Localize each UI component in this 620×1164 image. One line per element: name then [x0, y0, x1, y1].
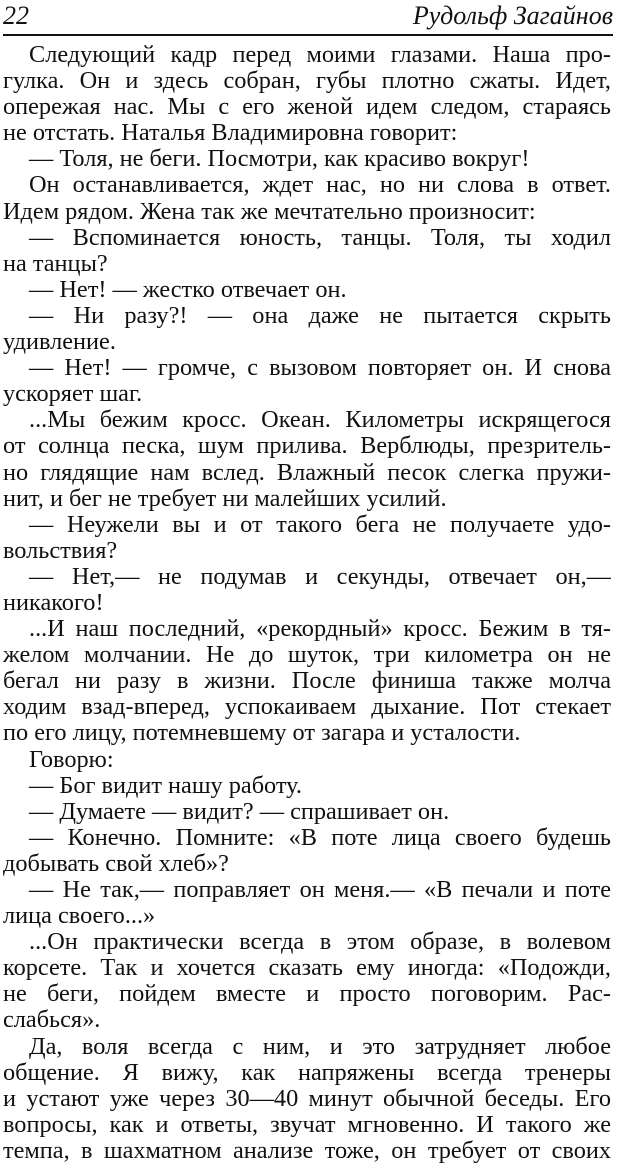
text-line: желом молчании. Не до шуток, три километра он не [3, 642, 611, 669]
text-line: на танцы? [3, 250, 108, 277]
text-line: вольствия? [3, 537, 118, 564]
text-line: добывать свой хлеб»? [3, 850, 229, 877]
text-line: нит, и бег не требует ни малейших усилий. [3, 485, 447, 512]
text-line: от солнца песка, шум прилива. Верблюды, презритель- [3, 433, 611, 460]
text-line: но глядящие нам вслед. Влажный песок слегка пружи- [3, 459, 611, 486]
text-line: ускоряет шаг. [3, 381, 143, 408]
text-line: — Вспоминается юность, танцы. Толя, ты ходил [29, 224, 611, 251]
text-line: вопросы, как и ответы, звучат мгновенно. И такого же [3, 1111, 611, 1138]
text-line: — Нет! — громче, с вызовом повторяет он. И снова [29, 355, 611, 382]
text-line: лица своего...» [3, 903, 156, 930]
text-line: Да, воля всегда с ним, и это затрудняет любое [29, 1033, 611, 1060]
text-line: не отстать. Наталья Владимировна говорит: [3, 120, 458, 147]
text-line: не беги, пойдем вместе и просто поговорим. Рас- [3, 981, 611, 1008]
text-line: ...Мы бежим кросс. Океан. Километры искрящегося [29, 407, 611, 434]
body-text [3, 42, 611, 1164]
text-line: Говорю: [29, 746, 114, 773]
text-line: — Думаете — видит? — спрашивает он. [29, 798, 450, 825]
text-line: — Бог видит нашу работу. [29, 772, 302, 799]
text-line: — Ни разу?! — она даже не пытается скрыть [29, 302, 611, 329]
text-line: — Толя, не беги. Посмотри, как красиво вокруг! [29, 146, 530, 173]
text-line: опережая нас. Мы с его женой идем следом, стараясь [3, 94, 611, 121]
text-line: гулка. Он и здесь собран, губы плотно сжаты. Идет, [3, 68, 611, 95]
text-line: Идем рядом. Жена так же мечтательно произносит: [3, 198, 536, 225]
text-line: — Конечно. Помните: «В поте лица своего будешь [29, 824, 611, 851]
text-line: бегал ни разу в жизни. После финиша также молча [3, 668, 611, 695]
page-number: 22 [3, 1, 29, 30]
text-line: ходим взад-вперед, успокаиваем дыхание. Пот стекает [3, 694, 611, 721]
text-line: — Не так,— поправляет он меня.— «В печали и поте [29, 877, 611, 903]
text-line: удивление. [3, 329, 116, 356]
running-head-author: Рудольф Загайнов [412, 1, 613, 30]
text-line: ...И наш последний, «рекордный» кросс. Бежим в тя- [29, 616, 611, 643]
text-line: никакого! [3, 589, 104, 616]
text-line: и устают уже через 30—40 минут обычной беседы. Его [3, 1085, 611, 1112]
text-line: слабься». [3, 1007, 101, 1034]
text-line: — Неужели вы и от такого бега не получаете удо- [29, 511, 611, 538]
text-line: Следующий кадр перед моими глазами. Наша про- [29, 42, 611, 68]
text-line: темпа, в шахматном анализе тоже, он требует от своих [3, 1137, 611, 1164]
header-rule [3, 34, 613, 36]
text-line: по его лицу, потемневшему от загара и усталости. [3, 720, 521, 747]
text-line: корсете. Так и хочется сказать ему иногда: «Подожди, [3, 955, 611, 982]
text-line: — Нет! — жестко отвечает он. [29, 276, 347, 303]
text-line: Он останавливается, ждет нас, но ни слова в ответ. [29, 172, 611, 199]
page-header [3, 0, 613, 36]
text-line: общение. Я вижу, как напряжены всегда тренеры [3, 1059, 611, 1086]
text-line: — Нет,— не подумав и секунды, отвечает он,— [29, 563, 611, 590]
text-line: ...Он практически всегда в этом образе, в волевом [29, 929, 611, 956]
